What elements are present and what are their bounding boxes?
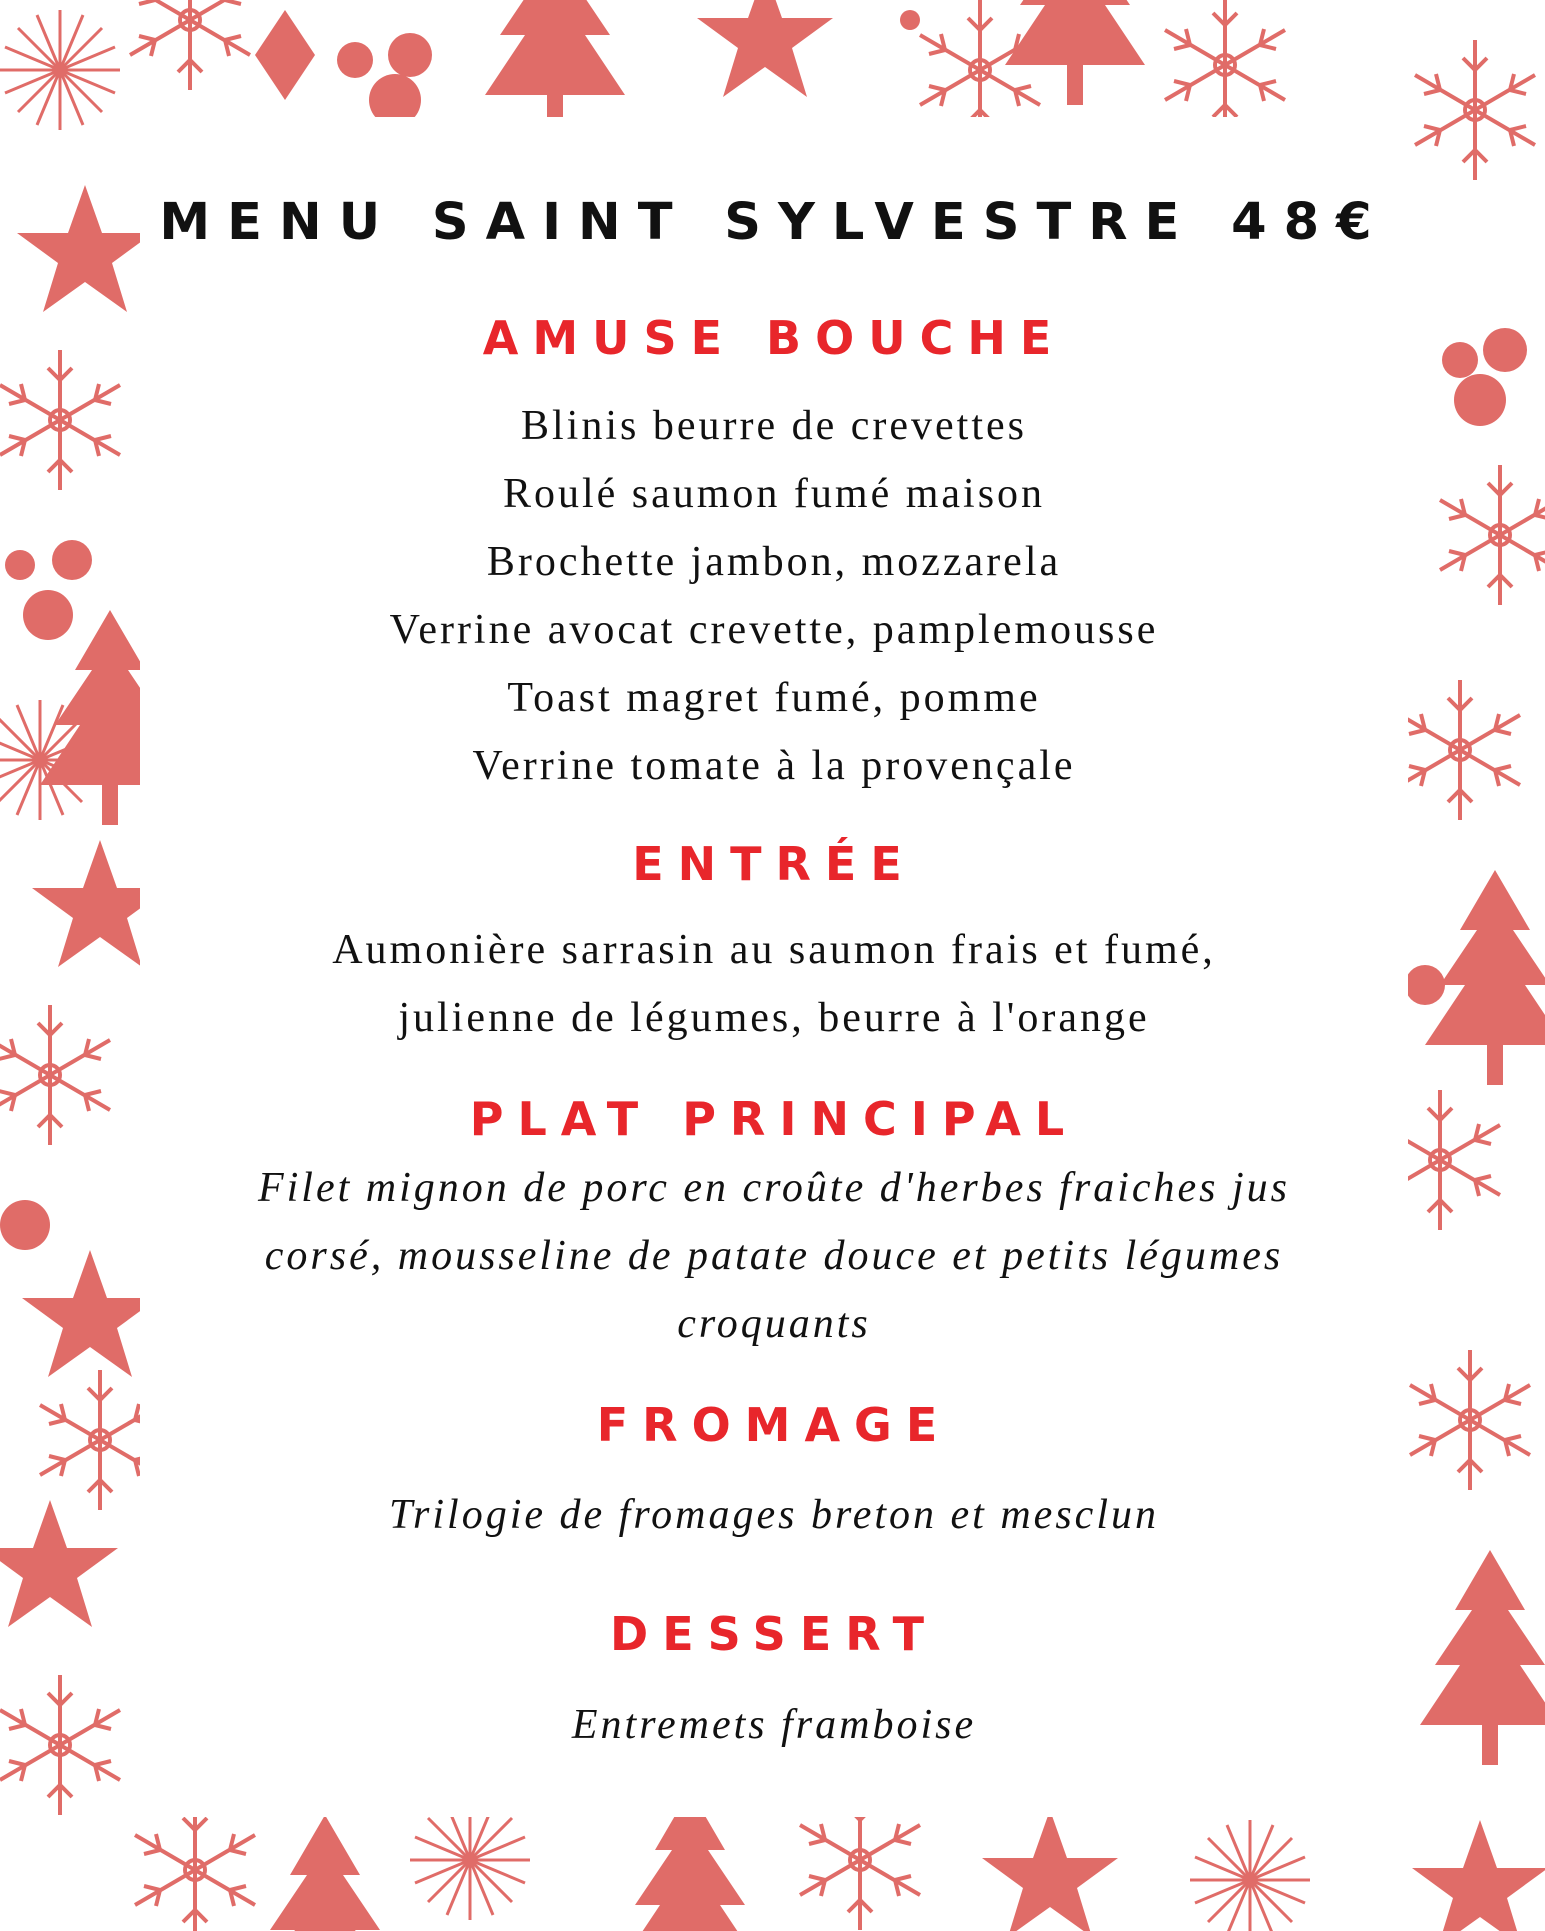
- list-item: Verrine avocat crevette, pamplemousse: [389, 607, 1159, 653]
- heading-fromage: FROMAGE: [596, 1398, 952, 1452]
- heading-entree: ENTRÉE: [632, 837, 916, 891]
- menu-title: MENU SAINT SYLVESTRE 48€: [159, 193, 1389, 252]
- description-line: julienne de légumes, beurre à l'orange: [398, 995, 1150, 1041]
- entree-description: [140, 916, 1408, 1052]
- list-item: Toast magret fumé, pomme: [507, 675, 1041, 721]
- dessert-description: Entremets framboise: [571, 1702, 977, 1748]
- amuse-bouche-list: [140, 392, 1408, 800]
- heading-plat-principal: PLAT PRINCIPAL: [469, 1092, 1079, 1146]
- list-item: Roulé saumon fumé maison: [502, 471, 1046, 517]
- plat-principal-description: [140, 1154, 1408, 1358]
- heading-dessert: DESSERT: [610, 1607, 938, 1661]
- list-item: Verrine tomate à la provençale: [472, 743, 1076, 789]
- description-line: corsé, mousseline de patate douce et petits légumes: [264, 1233, 1284, 1279]
- list-item: Brochette jambon, mozzarela: [486, 539, 1062, 585]
- heading-amuse-bouche: AMUSE BOUCHE: [482, 311, 1066, 365]
- description-line: Aumonière sarrasin au saumon frais et fumé,: [332, 927, 1216, 973]
- fromage-description: Trilogie de fromages breton et mesclun: [389, 1492, 1159, 1538]
- menu-card: [140, 117, 1408, 1817]
- description-line: Filet mignon de porc en croûte d'herbes fraiches jus: [257, 1165, 1291, 1211]
- description-line: croquants: [677, 1301, 871, 1347]
- list-item: Blinis beurre de crevettes: [521, 403, 1027, 449]
